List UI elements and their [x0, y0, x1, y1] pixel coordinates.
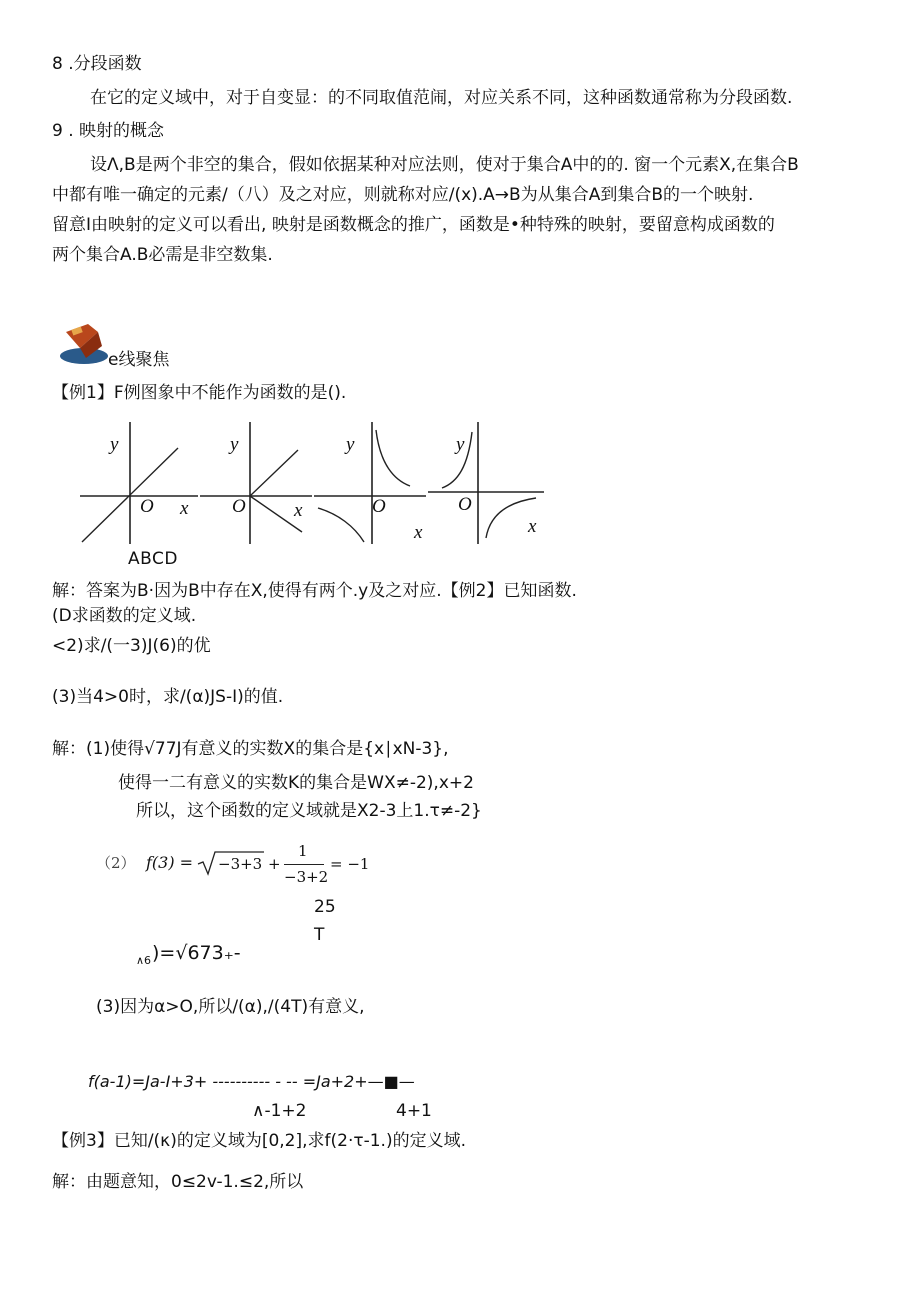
example-2-question-1: (D求函数的定义域.: [52, 606, 197, 626]
focus-title: e线聚焦: [108, 350, 170, 370]
formula-part-2-label: （2）: [96, 854, 136, 872]
section-9-line-2: 中都有唯一确定的元素/（八）及之对应，则就称对应/(x).A→B为从集合A到集合B的一个映射.: [52, 185, 754, 205]
graph-a-origin-label: O: [140, 496, 154, 517]
graph-d-y-label: y: [456, 434, 465, 455]
example-3-solution: 解：由题意知，0≤2v-1.≤2,所以: [52, 1172, 304, 1192]
graph-d-x-label: x: [528, 516, 537, 537]
graph-d-origin-label: O: [458, 494, 472, 515]
section-9-heading: 9 . 映射的概念: [52, 121, 165, 141]
graph-a: [80, 420, 200, 545]
example-2-solution-3: 所以，这个函数的定义域就是X2-3上1.τ≠-2}: [136, 801, 482, 821]
graph-a-y-label: y: [110, 434, 119, 455]
graph-c-origin-label: O: [372, 496, 386, 517]
focus-icon: [58, 320, 110, 366]
example-1-options: ABCD: [128, 549, 178, 569]
example-1-question: 【例1】F例图象中不能作为函数的是().: [52, 383, 347, 403]
formula-f3-radicand: −3+3: [218, 855, 263, 873]
example-2-solution-1: 解：(1)使得√77J有意义的实数X的集合是{x∣xN-3},: [52, 739, 449, 759]
example-2-question-3: (3)当4>0时，求/(α)JS-I)的值.: [52, 687, 284, 707]
section-8-body: 在它的定义域中，对于自变显：的不同取值范闹，对应关系不同，这种函数通常称为分段函数.: [90, 88, 793, 108]
graph-c: [314, 420, 429, 545]
formula-f3-fraction-bar: [284, 864, 324, 865]
fa-denominator-left: ∧-1+2: [252, 1101, 307, 1121]
graph-b-y-label: y: [230, 434, 239, 455]
f6-expression: )=√673₊-: [152, 942, 241, 964]
formula-f3-numerator: 1: [298, 842, 308, 860]
example-2-question-2: <2)求/(一3)J(6)的优: [52, 636, 211, 656]
section-9-line-4: 两个集合A.B必需是非空数集.: [52, 245, 273, 265]
graph-c-x-label: x: [414, 522, 423, 543]
graph-b-origin-label: O: [232, 496, 246, 517]
f6-subscript: ∧6: [136, 954, 152, 967]
graph-c-y-label: y: [346, 434, 355, 455]
fraction-numerator: 25: [314, 897, 336, 917]
example-1-solution: 解：答案为B·因为B中存在X,使得有两个.y及之对应.【例2】已知函数.: [52, 581, 577, 601]
graph-d: [428, 420, 548, 545]
section-8-heading: 8 .分段函数: [52, 54, 142, 74]
example-3-question: 【例3】已知/(κ)的定义域为[0,2],求f(2·τ-1.)的定义域.: [52, 1131, 466, 1151]
fraction-denominator: T: [314, 925, 325, 945]
graph-b: [200, 420, 315, 545]
fa-denominator-right: 4+1: [396, 1101, 432, 1121]
example-2-solution-2: 使得一二有意义的实数K的集合是WX≠-2),x+2: [118, 773, 474, 793]
section-9-line-1: 设Λ,B是两个非空的集合，假如依据某种对应法则，使对于集合A中的的. 窗一个元素X,在集合B: [90, 155, 799, 175]
example-2-part-3: (3)因为α>O,所以/(α),/(4T)有意义,: [96, 997, 365, 1017]
section-9-line-3: 留意I由映射的定义可以看出, 映射是函数概念的推广，函数是•种特殊的映射，要留意构成函数的: [52, 215, 775, 235]
formula-f3-rhs: = −1: [330, 855, 370, 873]
graph-a-x-label: x: [180, 498, 189, 519]
graph-b-x-label: x: [294, 500, 303, 521]
formula-f3-denominator: −3+2: [284, 868, 329, 886]
formula-f3-lhs: f(3) =: [146, 853, 194, 872]
fa-expression: f(a-1)=Ja-I+3+ ---------- - -- =Ja+2+—■—: [88, 1072, 415, 1091]
